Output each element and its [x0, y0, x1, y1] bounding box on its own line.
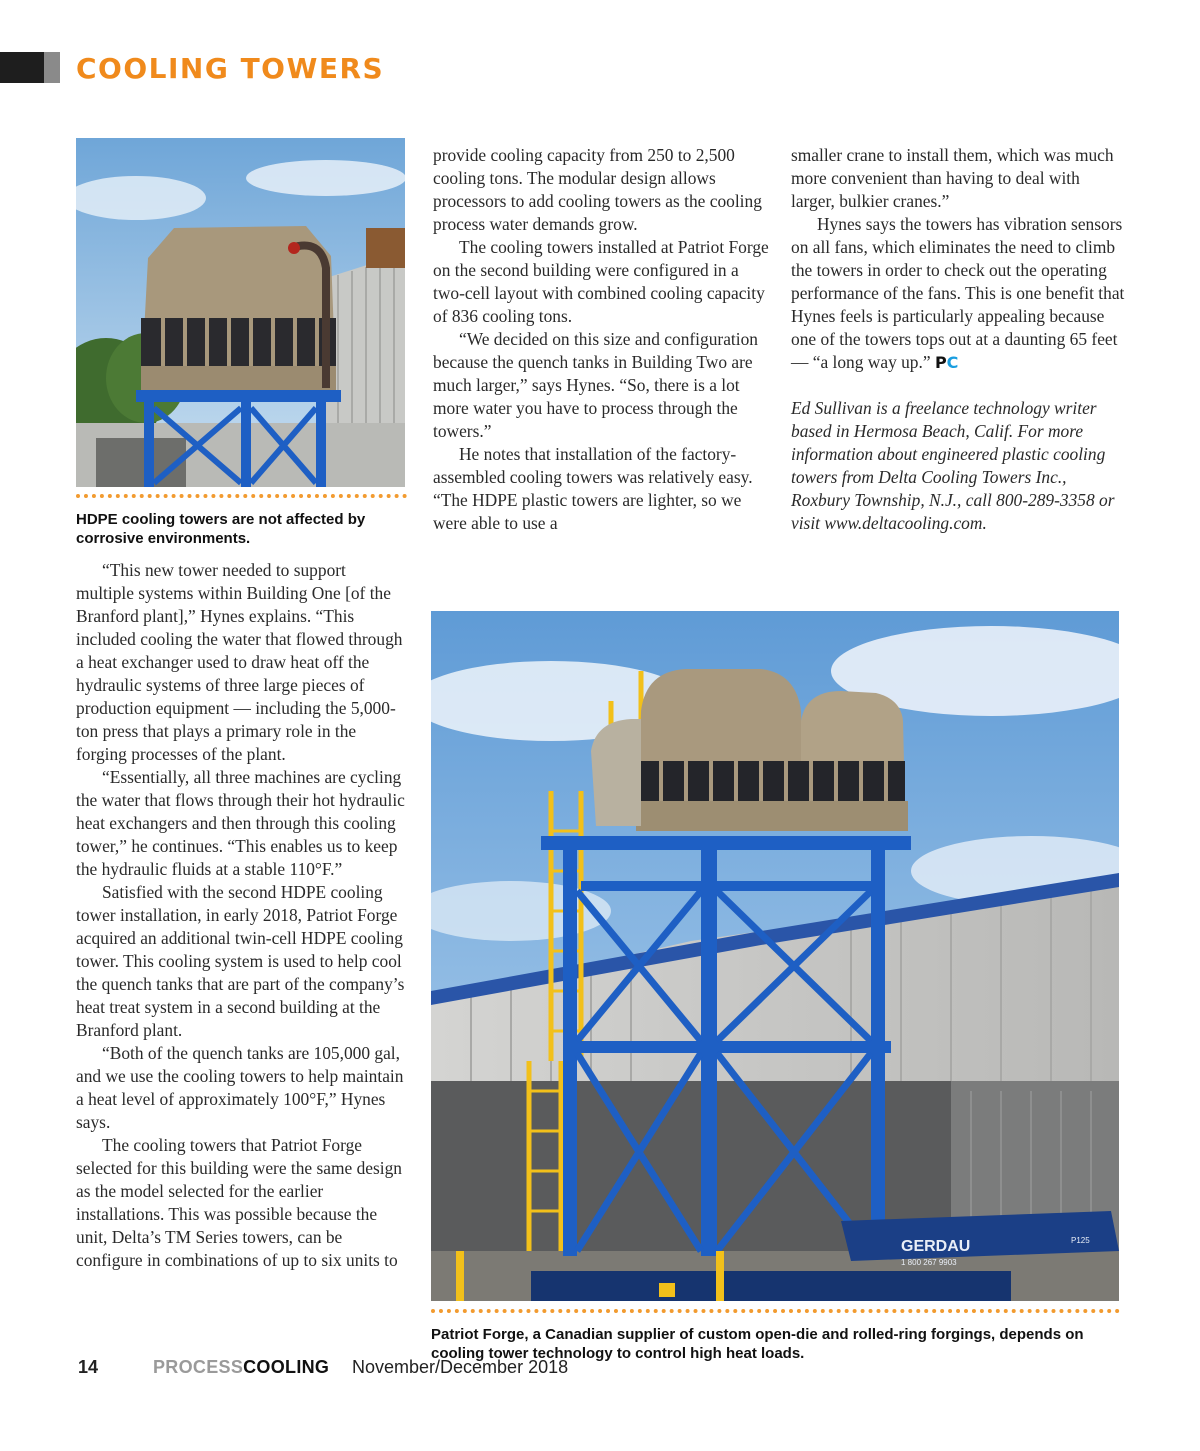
section-header [0, 52, 430, 83]
caption-rule-1 [76, 494, 407, 498]
brand-cooling: COOLING [243, 1357, 330, 1377]
brand-process: PROCESS [153, 1357, 244, 1377]
col1-paragraph: “This new tower needed to support multiple systems within Building One [of the Branford plant],” Hynes explains. “This included cooling the water that flowed through a heat exchanger used to draw heat off the hydraulic systems of three large pieces of production equipment — including the 5,000-ton press that plays a primary role in the forging processes of the plant. [76, 560, 403, 764]
col3-paragraph: smaller crane to install them, which was much more convenient than having to deal with larger, bulkier cranes.” [791, 145, 1114, 211]
magazine-brand [153, 1357, 329, 1378]
page-number: 14 [78, 1357, 99, 1377]
header-gray-tab [44, 52, 60, 83]
photo-caption-2: Patriot Forge, a Canadian supplier of custom open-die and rolled-ring forgings, depends on cooling tower technology to control high heat loads. [431, 1326, 1084, 1362]
bin-phone-label: 1 800 267 9903 [901, 1258, 957, 1267]
col1-paragraph: “Essentially, all three machines are cycling the water that flows through their hot hydraulic heat exchangers and then through this cooling tower,” he continues. “This enables us to keep the hydraulic fluids at a stable 110°F.” [76, 767, 405, 879]
end-mark-p: P [934, 353, 947, 372]
article-column-2 [433, 144, 773, 535]
photo-caption-1: HDPE cooling towers are not affected by corrosive environments. [76, 511, 366, 547]
issue-date: November/December 2018 [352, 1357, 569, 1377]
col1-paragraph: Satisfied with the second HDPE cooling tower installation, in early 2018, Patriot Forge acquired an additional twin-cell HDPE cooling tower. This cooling system is used to help cool the quench tanks that are part of the company’s heat treat system in a second building at the Branford plant. [76, 882, 405, 1040]
col3-paragraph [791, 213, 1126, 374]
end-of-article-mark [935, 353, 958, 372]
col2-paragraph: “We decided on this size and configuration because the quench tanks in Building Two are much larger,” says Hynes. “So, there is a lot more water you have to process through the towers.” [433, 329, 758, 441]
bin-brand-label: GERDAU [901, 1238, 971, 1255]
bin-code-label: P125 [1071, 1236, 1090, 1245]
col1-paragraph: “Both of the quench tanks are 105,000 gal, and we use the cooling towers to help maintain a heat level of approximately 100°F,” Hynes says. [76, 1043, 404, 1132]
col2-paragraph: The cooling towers installed at Patriot Forge on the second building were configured in a two-cell layout with combined cooling capacity of 836 cooling tons. [433, 237, 769, 326]
col1-paragraph: The cooling towers that Patriot Forge selected for this building were the same design as the model selected for the earlier installations. This was possible because the unit, Delta’s TM Series towers, can be configure in combinations of up to six units to [76, 1135, 402, 1270]
cooling-tower-photo-large [431, 611, 1119, 1301]
end-mark-c: C [946, 353, 959, 372]
col2-paragraph: He notes that installation of the factory-assembled cooling towers was relatively easy. “The HDPE plastic towers are lighter, so we were able to use a [433, 444, 753, 533]
caption-rule-2 [431, 1309, 1120, 1313]
section-title: COOLING TOWERS [76, 52, 385, 85]
author-credit: Ed Sullivan is a freelance technology writer based in Hermosa Beach, Calif. For more information about engineered plastic cooling towers from Delta Cooling Towers Inc., Roxbury Township, N.J., call 800-289-3358 or visit www.deltacooling.com. [791, 398, 1115, 533]
header-black-tab [0, 52, 44, 83]
col3-paragraph-text: Hynes says the towers has vibration sensors on all fans, which eliminates the need to climb the towers in order to check out the operating performance of the fans. This is one benefit that Hynes feels is particularly appealing because one of the towers tops out at a daunting 65 feet — “a long way up.” [791, 214, 1125, 372]
article-column-3 [791, 144, 1126, 535]
cooling-tower-photo-small [76, 138, 405, 487]
col2-paragraph: provide cooling capacity from 250 to 2,500 cooling tons. The modular design allows processors to add cooling towers as the cooling process water demands grow. [433, 145, 762, 234]
article-column-1 [76, 559, 406, 1272]
